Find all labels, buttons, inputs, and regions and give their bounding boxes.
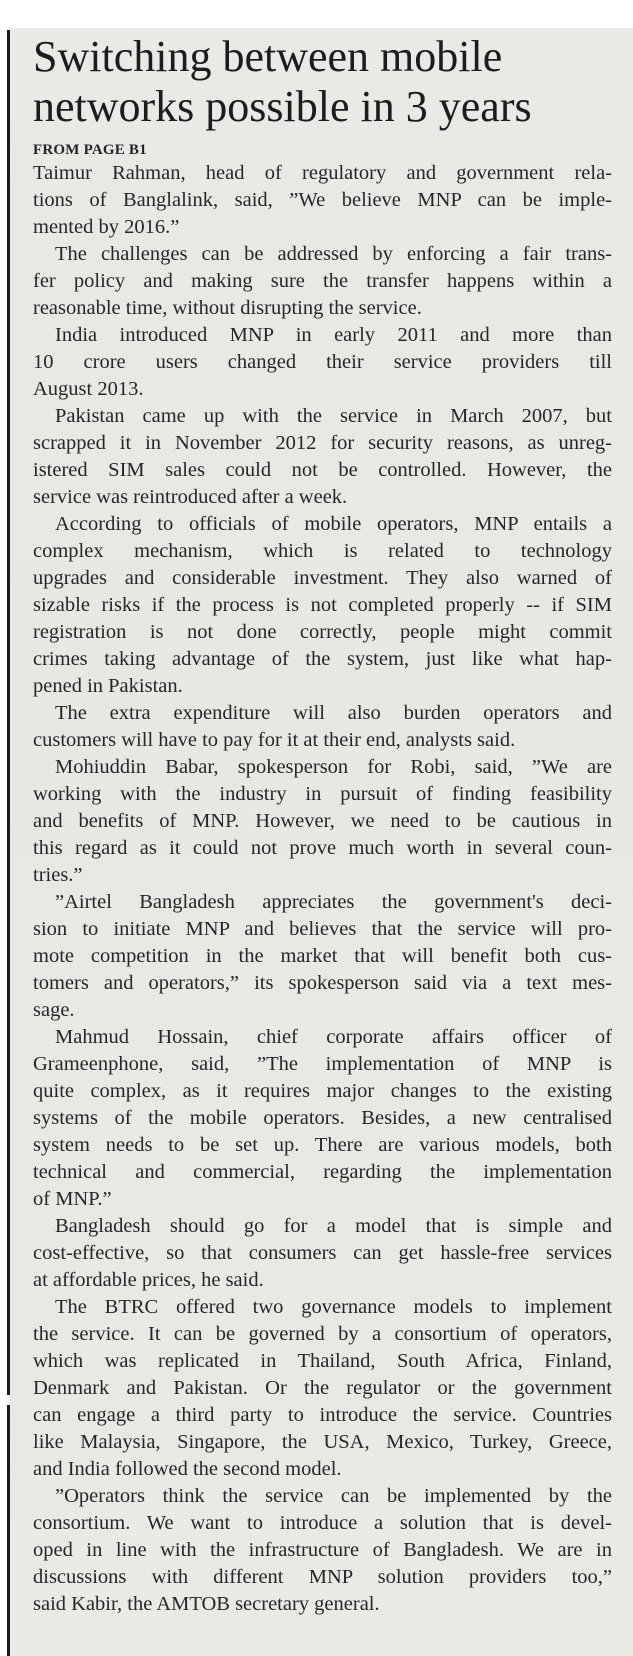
article-paragraph: [33, 1024, 612, 1213]
text-line: quite complex, as it requires major changes to the existing: [33, 1080, 612, 1102]
text-line: systems of the mobile operators. Besides, a new centralised: [33, 1107, 612, 1129]
text-line: can engage a third party to introduce the service. Countries: [33, 1404, 612, 1426]
text-line: which was replicated in Thailand, South Africa, Finland,: [33, 1350, 612, 1372]
text-line: pened in Pakistan.: [33, 675, 183, 697]
article-paragraph: [33, 322, 612, 403]
text-line: of MNP.”: [33, 1188, 112, 1210]
text-line: scrapped it in November 2012 for security reasons, as unreg-: [33, 432, 612, 454]
text-line: 10 crore users changed their service providers till: [33, 351, 612, 373]
article-paragraph: [33, 700, 612, 754]
text-line: tries.”: [33, 864, 83, 886]
text-line: upgrades and considerable investment. They also warned of: [33, 567, 612, 589]
text-line: sizable risks if the process is not completed properly -- if SIM: [33, 594, 612, 616]
text-line: Grameenphone, said, ”The implementation of MNP is: [33, 1053, 612, 1075]
headline: [33, 32, 612, 132]
article: [33, 32, 612, 1618]
text-line: registration is not done correctly, people might commit: [33, 621, 612, 643]
text-line: working with the industry in pursuit of finding feasibility: [33, 783, 612, 805]
text-line: According to officials of mobile operators, MNP entails a: [55, 513, 612, 535]
text-line: system needs to be set up. There are various models, both: [33, 1134, 612, 1156]
text-line: The challenges can be addressed by enforcing a fair trans-: [55, 243, 612, 265]
article-paragraph: [33, 160, 612, 241]
text-line: service was reintroduced after a week.: [33, 486, 348, 508]
headline-line-1: Switching between mobile: [33, 32, 503, 81]
text-line: ”Airtel Bangladesh appreciates the government's deci-: [55, 891, 612, 913]
text-line: oped in line with the infrastructure of Bangladesh. We are in: [33, 1539, 612, 1561]
text-line: tomers and operators,” its spokesperson said via a text mes-: [33, 972, 612, 994]
text-line: The BTRC offered two governance models to implement: [55, 1296, 612, 1318]
text-line: consortium. We want to introduce a solution that is devel-: [33, 1512, 612, 1534]
article-paragraph: [33, 754, 612, 889]
text-line: Taimur Rahman, head of regulatory and government rela-: [33, 162, 612, 184]
text-line: customers will have to pay for it at their end, analysts said.: [33, 729, 516, 751]
text-line: mented by 2016.”: [33, 216, 180, 238]
text-line: sion to initiate MNP and believes that the service will pro-: [33, 918, 612, 940]
text-line: Bangladesh should go for a model that is simple and: [55, 1215, 612, 1237]
text-line: complex mechanism, which is related to technology: [33, 540, 612, 562]
headline-line-2: networks possible in 3 years: [33, 82, 532, 131]
text-line: August 2013.: [33, 378, 144, 400]
text-line: cost-effective, so that consumers can get hassle-free services: [33, 1242, 612, 1264]
article-paragraph: [33, 1294, 612, 1483]
text-line: at affordable prices, he said.: [33, 1269, 264, 1291]
text-line: this regard as it could not prove much worth in several coun-: [33, 837, 612, 859]
article-paragraph: [33, 1483, 612, 1618]
text-line: crimes taking advantage of the system, just like what hap-: [33, 648, 612, 670]
text-line: ”Operators think the service can be implemented by the: [55, 1485, 612, 1507]
column-rule-bottom: [7, 1405, 10, 1656]
text-line: Denmark and Pakistan. Or the regulator or the government: [33, 1377, 612, 1399]
article-body: [33, 160, 612, 1618]
newsprint-background: [10, 28, 633, 1656]
text-line: the service. It can be governed by a consortium of operators,: [33, 1323, 612, 1345]
text-line: India introduced MNP in early 2011 and more than: [55, 324, 612, 346]
text-line: and benefits of MNP. However, we need to be cautious in: [33, 810, 612, 832]
text-line: tions of Banglalink, said, ”We believe MNP can be imple-: [33, 189, 612, 211]
text-line: fer policy and making sure the transfer happens within a: [33, 270, 612, 292]
article-paragraph: [33, 403, 612, 511]
text-line: Mohiuddin Babar, spokesperson for Robi, said, ”We are: [55, 756, 612, 778]
text-line: Mahmud Hossain, chief corporate affairs officer of: [55, 1026, 612, 1048]
continuation-note: FROM PAGE B1: [33, 142, 147, 158]
article-paragraph: [33, 511, 612, 700]
text-line: mote competition in the market that will benefit both cus-: [33, 945, 612, 967]
text-line: istered SIM sales could not be controlled. However, the: [33, 459, 612, 481]
text-line: The extra expenditure will also burden operators and: [55, 702, 612, 724]
article-paragraph: [33, 241, 612, 322]
text-line: like Malaysia, Singapore, the USA, Mexico, Turkey, Greece,: [33, 1431, 612, 1453]
text-line: Pakistan came up with the service in March 2007, but: [55, 405, 612, 427]
text-line: technical and commercial, regarding the implementation: [33, 1161, 612, 1183]
text-line: and India followed the second model.: [33, 1458, 342, 1480]
column-rule-top: [7, 30, 10, 1395]
article-paragraph: [33, 1213, 612, 1294]
article-paragraph: [33, 889, 612, 1024]
text-line: discussions with different MNP solution providers too,”: [33, 1566, 612, 1588]
text-line: said Kabir, the AMTOB secretary general.: [33, 1593, 380, 1615]
text-line: reasonable time, without disrupting the service.: [33, 297, 422, 319]
text-line: sage.: [33, 999, 75, 1021]
